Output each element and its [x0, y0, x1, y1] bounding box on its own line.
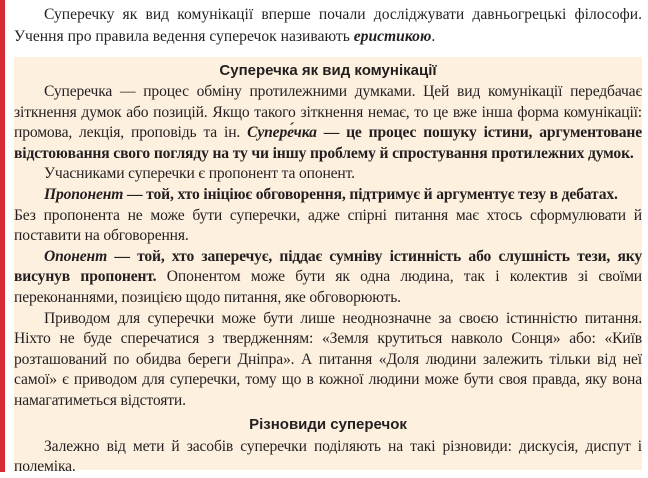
section-heading-types: Різновиди суперечок — [249, 415, 407, 433]
intro-period: . — [431, 28, 436, 45]
dispute-intro-text: Суперечка — процес обміну протилежними думками. Цей вид комунікації передбачає зіткнення думок або позицій. Якщо такого зіткнення немає, то це вже інша форма комунікації: промова, лекція, проповідь та ін. — [14, 83, 642, 142]
intro-paragraph — [14, 4, 642, 48]
definition-paragraph — [14, 82, 642, 164]
proponent-paragraph — [14, 185, 642, 206]
opponent-note: Опонентом може бути як одна людина, так і колектив зі своїми переконаннями, позицією щодо питання, яке обговорюють. — [14, 268, 642, 306]
red-accent-bar — [0, 0, 5, 472]
intro-text: Суперечку як вид комунікації вперше почали досліджувати давньогрецькі філософи. Учення про правила ведення суперечок називають — [14, 6, 642, 45]
term-eristics: еристикою — [353, 28, 432, 45]
participants-paragraph: Учасниками суперечки є пропонент та опонент. — [44, 165, 355, 183]
reason-paragraph: Приводом для суперечки може бути лише неоднозначне за своєю істинністю питання. Ніхто не буде сперечатися з твердженням: «Земля крутиться навколо Сонця» або: «Київ розташований по обидва береги Дніпра». А питання «Доля людини залежить тільки від неї самої» є приводом для суперечки, тому що в кожної людини може бути своя правда, яку вона намагатиметься відстояти. — [14, 309, 642, 409]
opponent-definition: — той, хто заперечує, піддає сумніву істинність або слушність тези, яку висунув пропонент. — [14, 247, 642, 286]
types-paragraph: Залежно від мети й засобів суперечки поділяють на такі різновиди: дискусія, диспут і полеміка. — [14, 437, 642, 476]
info-box — [14, 57, 642, 476]
opponent-paragraph — [14, 247, 642, 309]
term-dispute: Супере́чка — [247, 124, 317, 142]
section-heading-dispute: Суперечка як вид комунікації — [219, 62, 437, 79]
dispute-definition: — це процес пошуку істини, аргументоване відстоювання свого погляду на ту чи іншу проблему й спростування протилежних думок. — [14, 124, 642, 162]
term-opponent: Опонент — [44, 247, 108, 265]
proponent-note-paragraph: Без пропонента не може бути суперечки, адже спірні питання має хтось сформулювати й поставити на обговорення. — [14, 206, 642, 245]
proponent-definition: — той, хто ініціює обговорення, підтримує й аргументує тезу в дебатах. — [123, 185, 618, 203]
term-proponent: Пропонент — [44, 185, 124, 203]
